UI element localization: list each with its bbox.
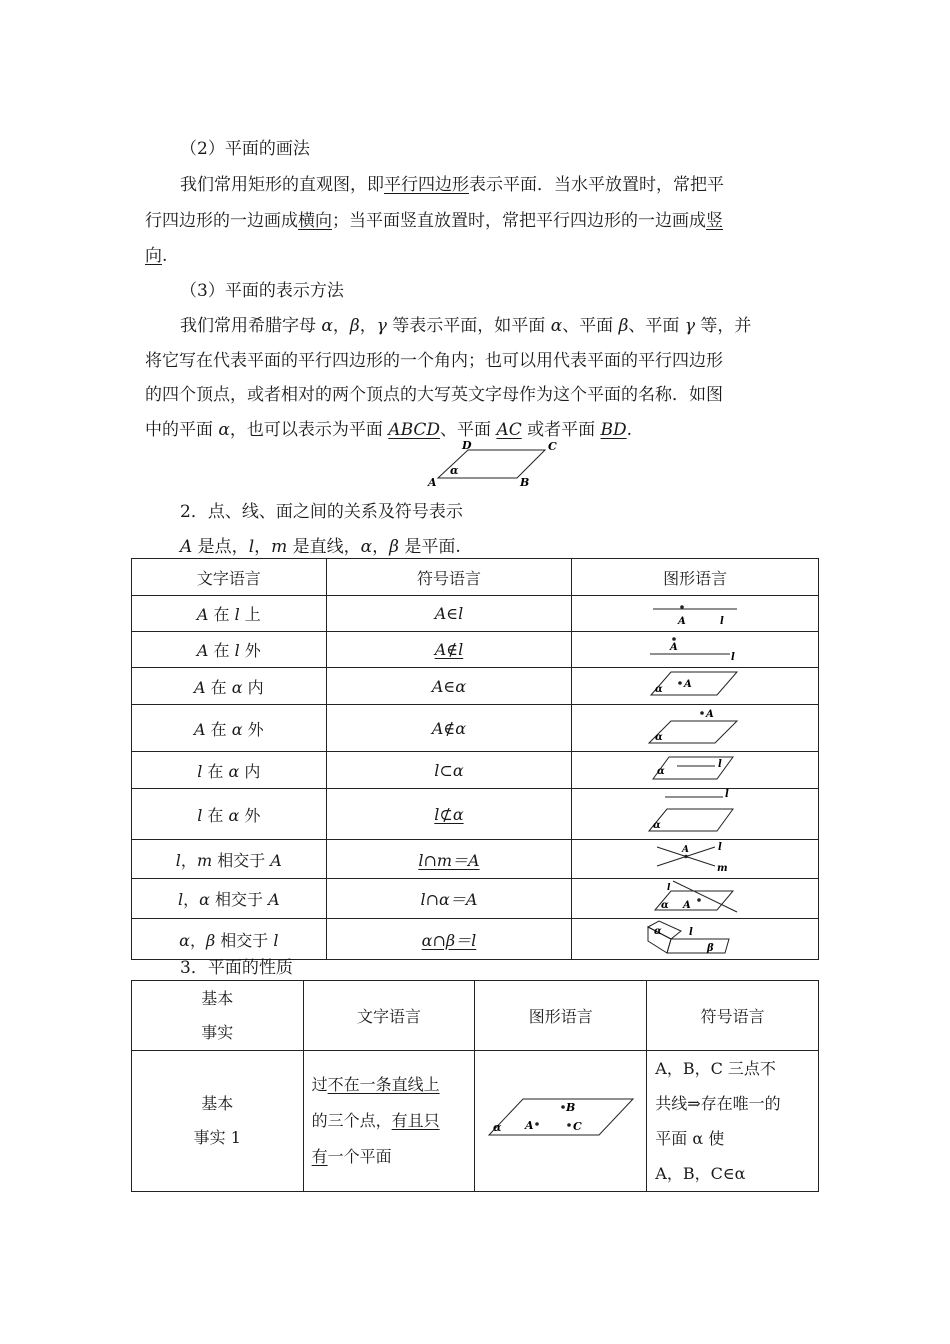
svg-text:α: α — [492, 1121, 502, 1134]
symbol-cell: A∈α — [326, 668, 572, 705]
symbol-cell: l⊄α — [326, 789, 572, 840]
text-underlined: 向 — [145, 246, 162, 266]
symbol-cell: A∉α — [326, 705, 572, 752]
text-cell: l 在 α 外 — [132, 789, 327, 840]
line-in-plane-figure — [645, 752, 745, 784]
figure-cell — [572, 596, 819, 632]
text-cell: l，m 相交于 A — [132, 840, 327, 879]
line-plane-intersect-figure — [645, 879, 745, 914]
plane-abcd-figure — [420, 440, 570, 490]
text-underlined: 横向 — [298, 211, 332, 231]
planes-intersect-figure — [645, 919, 745, 955]
symbol-cell: l⊂α — [326, 752, 572, 789]
table-row — [132, 879, 819, 919]
figure-cell — [475, 1051, 647, 1192]
symbol-cell: α∩β＝l — [326, 919, 572, 960]
svg-text:l: l — [718, 759, 722, 770]
col-header: 文字语言 — [303, 981, 475, 1051]
notation-line-4: 中的平面 α，也可以表示为平面 ABCD、平面 AC 或者平面 BD. — [145, 420, 633, 440]
drawing-line-2 — [145, 213, 723, 230]
drawing-line-3 — [145, 248, 167, 265]
fact-name-cell: 基本 事实 1 — [132, 1051, 304, 1192]
svg-text:l: l — [667, 883, 671, 893]
figure-cell — [572, 789, 819, 840]
col-header-fact: 基本 事实 — [132, 981, 304, 1051]
col-header: 符号语言 — [326, 559, 572, 596]
svg-text:A: A — [684, 679, 692, 690]
point-in-plane-figure — [645, 668, 745, 700]
figure-cell — [572, 752, 819, 789]
table-header-row — [132, 981, 819, 1051]
table-row — [132, 632, 819, 668]
symbol-cell: l∩α＝A — [326, 879, 572, 919]
notation-line-1: 我们常用希腊字母 α，β，γ 等表示平面，如平面 α、平面 β、平面 γ 等，并 — [180, 316, 752, 336]
text: 表示平面．当水平放置时，常把平 — [469, 175, 724, 195]
svg-text:l: l — [725, 789, 729, 800]
text-cell: 过不在一条直线上 的三个点，有且只 有一个平面 — [303, 1051, 475, 1192]
label-d: D — [462, 440, 472, 452]
text-cell: A 在 l 外 — [132, 632, 327, 668]
figure-cell — [572, 705, 819, 752]
properties-table — [131, 980, 819, 1192]
figure-cell — [572, 919, 819, 960]
text: 行四边形的一边画成 — [145, 211, 298, 231]
svg-text:α: α — [654, 926, 662, 937]
svg-text:l: l — [689, 927, 693, 938]
svg-text:m: m — [717, 863, 728, 874]
col-header: 文字语言 — [132, 559, 327, 596]
figure-cell — [572, 879, 819, 919]
table-row — [132, 789, 819, 840]
text-cell: A 在 l 上 — [132, 596, 327, 632]
svg-text:l: l — [720, 615, 724, 627]
text-underlined: 平行四边形 — [384, 175, 469, 195]
label-alpha: α — [450, 464, 459, 477]
label-b: B — [520, 476, 530, 489]
text-underlined: 竖 — [706, 211, 723, 231]
point-off-line-figure — [645, 633, 745, 663]
svg-text:B: B — [565, 1101, 576, 1114]
heading-plane-drawing: （2）平面的画法 — [180, 139, 310, 159]
table-row — [132, 705, 819, 752]
symbol-cell: A，B，C 三点不 共线⇒存在唯一的 平面 α 使 A，B，C∈α — [647, 1051, 819, 1192]
notation-line-3: 的四个顶点，或者相对的两个顶点的大写英文字母作为这个平面的名称．如图 — [145, 385, 723, 405]
text: . — [162, 246, 168, 266]
point-outside-plane-figure — [645, 705, 745, 747]
svg-text:C: C — [572, 1120, 582, 1133]
table-row — [132, 840, 819, 879]
text: ；当平面竖直放置时，常把平行四边形的一边画成 — [332, 211, 706, 231]
col-header: 图形语言 — [572, 559, 819, 596]
symbol-cell: A∉l — [326, 632, 572, 668]
table-row — [132, 668, 819, 705]
relations-intro: A 是点，l，m 是直线，α，β 是平面. — [180, 537, 461, 557]
line-outside-plane-figure — [645, 789, 745, 835]
svg-text:β: β — [707, 943, 714, 954]
heading-relations: 2．点、线、面之间的关系及符号表示 — [180, 502, 463, 522]
symbol-cell: A∈l — [326, 596, 572, 632]
svg-text:A: A — [706, 709, 714, 720]
figure-cell — [572, 632, 819, 668]
text-cell: l 在 α 内 — [132, 752, 327, 789]
notation-line-2: 将它写在代表平面的平行四边形的一个角内；也可以用代表平面的平行四边形 — [145, 351, 723, 371]
table-row — [132, 752, 819, 789]
text-cell: l，α 相交于 A — [132, 879, 327, 919]
table-row — [132, 596, 819, 632]
heading-plane-notation: （3）平面的表示方法 — [180, 281, 344, 301]
svg-text:α: α — [661, 900, 669, 911]
text-cell: A 在 α 外 — [132, 705, 327, 752]
text-cell: A 在 α 内 — [132, 668, 327, 705]
table-row — [132, 919, 819, 960]
label-a: A — [428, 476, 437, 489]
svg-text:α: α — [657, 766, 665, 777]
figure-cell — [572, 840, 819, 879]
figure-cell — [572, 668, 819, 705]
svg-text:α: α — [653, 820, 661, 831]
svg-text:A: A — [524, 1119, 534, 1132]
table-header-row — [132, 559, 819, 596]
svg-text:A: A — [678, 615, 686, 627]
svg-text:A: A — [683, 900, 691, 911]
col-header: 符号语言 — [647, 981, 819, 1051]
svg-text:A: A — [670, 641, 678, 653]
svg-text:A: A — [682, 845, 690, 855]
svg-text:α: α — [655, 732, 663, 743]
label-c: C — [548, 440, 557, 453]
three-points-plane-figure — [481, 1089, 641, 1149]
heading-properties: 3．平面的性质 — [180, 958, 293, 978]
text-cell: α，β 相交于 l — [132, 919, 327, 960]
text: 我们常用矩形的直观图，即 — [180, 175, 384, 195]
col-header: 图形语言 — [475, 981, 647, 1051]
table-row — [132, 1051, 819, 1192]
svg-text:α: α — [655, 684, 663, 695]
svg-text:l: l — [731, 651, 735, 663]
drawing-line-1 — [180, 177, 724, 194]
relations-table — [131, 558, 819, 960]
point-on-line-figure — [645, 597, 745, 627]
symbol-cell: l∩m＝A — [326, 840, 572, 879]
svg-text:l: l — [718, 842, 722, 853]
lines-intersect-figure — [645, 840, 745, 874]
